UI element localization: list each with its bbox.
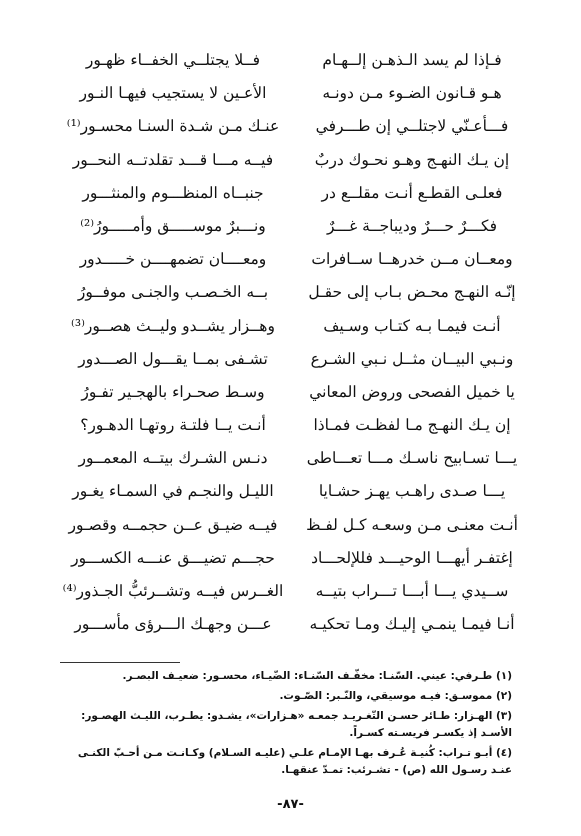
- verse-row: [0, 44, 581, 77]
- footnote: (٤) أبـو تـراب: كُنيـة عُـرف بهـا الإمـام علـي (عليـه السـلام) وكـانـت مـن أحـبّ الكنـى عنـد رسـول الله (ص) - تشـرئب: تمـدّ عنقهـا.: [77, 747, 512, 776]
- verse-second-hemistich: الليـل والنجـم في السمـاء يغـور: [72, 482, 274, 501]
- verse-second-hemistich: تشـفى بمــا يقـــول الصـــدور: [78, 349, 268, 368]
- verse-second-hemistich: دنـس الشـرك بيتــه المعمــور: [78, 449, 268, 468]
- verse-second-hemistich: ومعــــان تضمهــــن خـــــدور: [79, 250, 267, 269]
- verse-row: [0, 210, 581, 243]
- verse-first-hemistich: أنـت معنـى مـن وسعـه كـل لفـظ: [306, 515, 518, 534]
- verse-first-hemistich: فـــأعـنّي لاجتلــي إن طـــرفي: [315, 117, 509, 136]
- verse-first-hemistich: إن يـك النهـج وهـو نحـوك دربٌ: [314, 150, 510, 169]
- page-number: -٨٧-: [277, 797, 304, 812]
- footnotes: [60, 668, 512, 782]
- verse-row: [0, 376, 581, 409]
- verse-second-hemistich: الغــرس فيــه وتشــرئبُّ الجـذور⁽⁴⁾: [62, 582, 284, 600]
- verse-first-hemistich: إنّـه النهـج محـض بـاب إلى حقـل: [308, 283, 516, 302]
- verse-first-hemistich: إغتفـر أيهـــا الوحيـــد فللإلحـــاد: [311, 548, 513, 567]
- verse-second-hemistich: وهــزار يشــدو وليــث هصــور⁽³⁾: [71, 316, 275, 335]
- footnote: (١) طـرفي: عيني. السّنـا: مخفّـف السّنـاء: الضّيـاء، محسـور: ضعيـف البصـر.: [122, 670, 512, 682]
- verse-first-hemistich: ســيدي يـــا أبـــا تـــراب بتيــه: [315, 582, 509, 600]
- verse-second-hemistich: أنـت يــا فلتـة روتهـا الدهـور؟: [80, 416, 266, 435]
- verse-second-hemistich: حجـــم تضيـــق عنـــه الكســـور: [71, 548, 275, 567]
- verse-row: [0, 310, 581, 343]
- verse-first-hemistich: يا خميل الفصحى وروض المعاني: [309, 382, 515, 401]
- verse-row: [0, 475, 581, 508]
- verse-row: [0, 243, 581, 276]
- verse-row: [0, 144, 581, 177]
- verse-row: [0, 575, 581, 608]
- footnote: (٢) مموسـق: فيـه موسيقي، والنّـبر: الصّـوت.: [279, 690, 512, 702]
- verse-row: [0, 276, 581, 309]
- verse-row: [0, 442, 581, 475]
- verse-row: [0, 77, 581, 110]
- verse-first-hemistich: يـــا تسـابيح ناسـك مـــا تعـــاطى: [306, 449, 518, 468]
- footnote-divider: [60, 662, 180, 663]
- verse-second-hemistich: جنبــاه المنظـــوم والمنثـــور: [82, 183, 264, 202]
- verse-row: [0, 542, 581, 575]
- verse-row: [0, 110, 581, 143]
- verse-row: [0, 608, 581, 641]
- verse-second-hemistich: فيــه مـــا قـــد تقلدتــه النحــور: [72, 150, 274, 169]
- verse-second-hemistich: بــه الخـصـب والجنـى موفــورُ: [77, 283, 269, 302]
- verse-first-hemistich: أنـا فيمـا ينمـي إليـك ومـا تحكيـه: [309, 615, 515, 634]
- verse-first-hemistich: هـو قـانون الضـوء مـن دونـه: [322, 84, 502, 103]
- verse-first-hemistich: أنـت فيمـا بـه كتـاب وسـيف: [323, 316, 501, 335]
- verse-row: [0, 177, 581, 210]
- verse-second-hemistich: الأعـين لا يستجيب فيهـا النـور: [79, 84, 267, 103]
- footnote: (٣) الهـزار: طـائر حسـن التّغـريـد جمعـه «هـزارات»، يشـدو: يطـرب، الليـث الهصـور: الأسـد إذ يكسـر فريسـته كسـراً.: [81, 710, 512, 739]
- poem: [0, 44, 581, 641]
- verse-first-hemistich: فكـــرٌ حـــرٌ وديباجــة غـــرٌ: [326, 216, 498, 235]
- verse-second-hemistich: ونـــبرٌ موســـــق وأمـــــورُ⁽²⁾: [80, 216, 266, 235]
- verse-second-hemistich: فيــه ضيـق عــن حجمــه وقصـور: [68, 515, 278, 534]
- verse-second-hemistich: عنـك مـن شـدة السنـا محسـور⁽¹⁾: [66, 117, 280, 136]
- verse-second-hemistich: فــلا يجتلــي الخفــاء ظهـور: [85, 51, 261, 69]
- verse-first-hemistich: إن يـك النهـج مـا لفظـت فمـاذا: [313, 416, 511, 435]
- verse-row: [0, 343, 581, 376]
- verse-row: [0, 509, 581, 542]
- verse-row: [0, 409, 581, 442]
- verse-first-hemistich: فـإذا لم يسد الـذهـن إلــهـام: [322, 51, 502, 69]
- verse-second-hemistich: عـــن وجهـك الـــرؤى مأســـور: [74, 615, 272, 634]
- verse-first-hemistich: ومعــان مــن خدرهــا ســافرات: [311, 250, 513, 269]
- verse-first-hemistich: فعلـى القطـع أنـت مقلــع در: [321, 183, 503, 202]
- verse-first-hemistich: يـــا صـدى راهـب يهـز حشـايا: [318, 482, 506, 501]
- verse-first-hemistich: ونـبي البيــان مثــل نـبي الشـرع: [310, 349, 514, 368]
- verse-second-hemistich: وسـط صحـراء بالهجـير تفـورُ: [81, 382, 265, 401]
